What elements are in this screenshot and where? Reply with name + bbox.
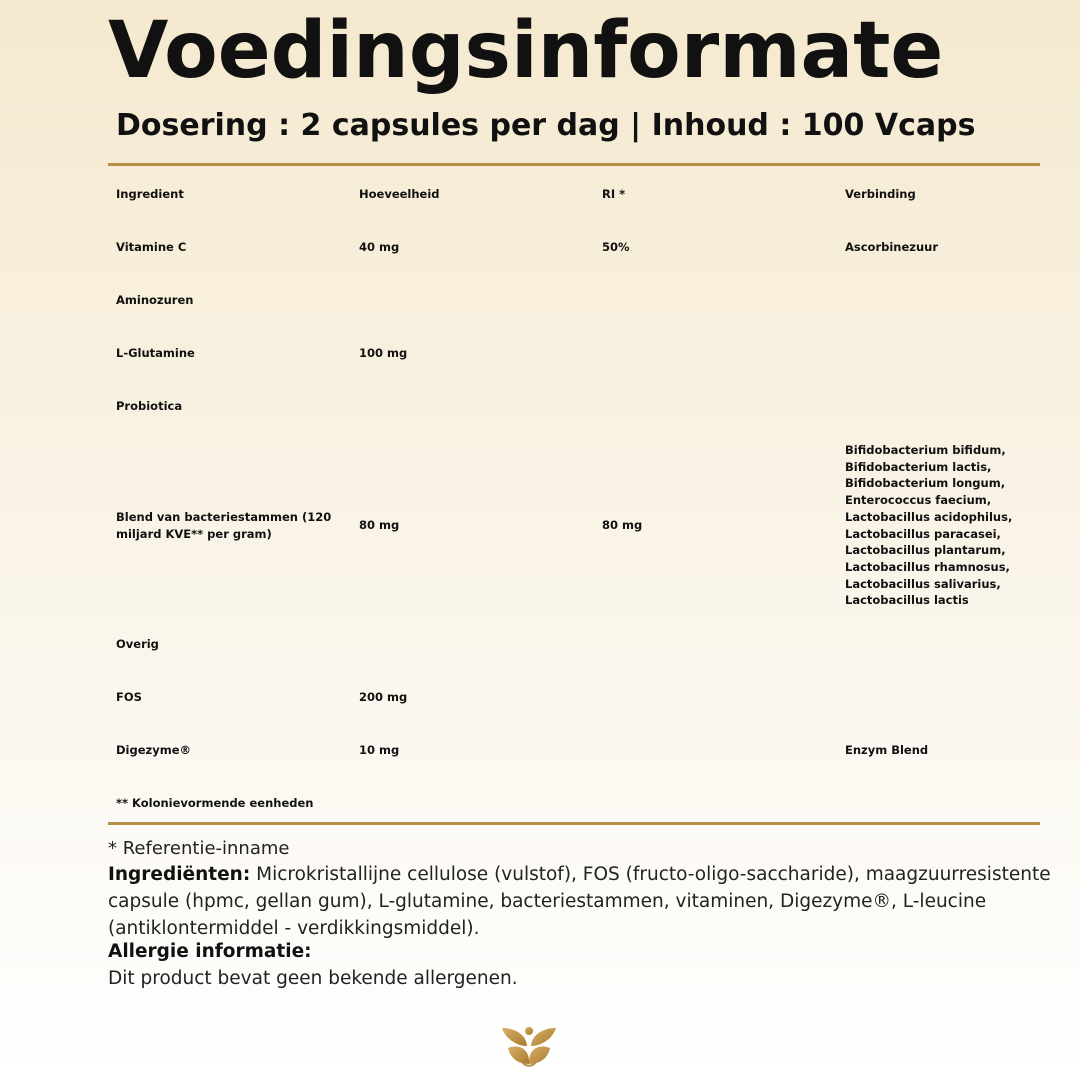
strain-line: Bifidobacterium bifidum,: [845, 443, 1006, 458]
dosage-subtitle: Dosering : 2 capsules per dag | Inhoud : 100 Vcaps: [116, 108, 976, 143]
table-row: [116, 327, 1040, 380]
table-row: [116, 274, 1040, 327]
strain-line: Bifidobacterium lactis,: [845, 459, 992, 474]
column-header: Verbinding: [845, 187, 916, 202]
amount-cell: 40 mg: [359, 240, 400, 255]
ingredients-label: Ingrediënten:: [108, 864, 251, 885]
compound-cell: Enzym Blend: [845, 743, 929, 758]
ingredient-cell: Aminozuren: [116, 293, 194, 308]
strain-line: Lactobacillus rhamnosus,: [845, 559, 1010, 574]
amount-cell: 10 mg: [359, 743, 400, 758]
ingredient-cell: Probiotica: [116, 399, 183, 414]
compound-cell: Ascorbinezuur: [845, 240, 939, 255]
ingredient-cell: Overig: [116, 637, 159, 652]
strain-line: Enterococcus faecium,: [845, 493, 992, 508]
strain-line: Lactobacillus salivarius,: [845, 576, 1001, 591]
table-header-row: [116, 168, 1040, 221]
divider-top: [108, 163, 1040, 166]
strain-line: Bifidobacterium longum,: [845, 476, 1006, 491]
ri-cell: 50%: [602, 240, 630, 255]
ingredient-cell: FOS: [116, 690, 142, 705]
strain-line: Lactobacillus paracasei,: [845, 526, 1001, 541]
column-header: Ingredient: [116, 187, 184, 202]
ingredient-cell: L-Glutamine: [116, 346, 195, 361]
strain-line: Lactobacillus lactis: [845, 593, 969, 608]
ingredient-cell: Digezyme®: [116, 743, 191, 758]
ri-cell: 80 mg: [602, 518, 643, 533]
compound-cell: [845, 442, 1040, 609]
ri-footnote: * Referentie-inname: [108, 838, 290, 859]
table-row: [116, 618, 1040, 671]
table-row: [116, 671, 1040, 724]
nutrition-table: [116, 168, 1040, 830]
leaf-person-logo-icon: [500, 1022, 558, 1070]
strain-line: Lactobacillus acidophilus,: [845, 509, 1013, 524]
table-row: [116, 724, 1040, 777]
allergy-heading: Allergie informatie:: [108, 941, 312, 962]
amount-cell: 100 mg: [359, 346, 408, 361]
kve-footnote: ** Kolonievormende eenheden: [116, 796, 314, 811]
table-row: [116, 221, 1040, 274]
ingredient-cell: Blend van bacteriestammen (120 miljard KVE** per gram): [116, 509, 332, 541]
strain-line: Lactobacillus plantarum,: [845, 543, 1006, 558]
ingredient-cell: Vitamine C: [116, 240, 187, 255]
amount-cell: 200 mg: [359, 690, 408, 705]
amount-cell: 80 mg: [359, 518, 400, 533]
column-header: RI *: [602, 187, 626, 202]
page-title: Voedingsinformate: [108, 6, 944, 96]
ingredients-text: Microkristallijne cellulose (vulstof), FOS (fructo-oligo-saccharide), maagzuurresistente capsule (hpmc, gellan gum), L-glutamine, bacteriestammen, vitaminen, Digezyme®, L-leucine (antiklontermiddel - verdikkingsmiddel).: [108, 864, 1051, 939]
divider-bottom: [108, 822, 1040, 825]
ingredients-paragraph: [108, 861, 1080, 942]
table-row: [116, 433, 1040, 618]
allergy-text: Dit product bevat geen bekende allergenen.: [108, 968, 518, 989]
table-row: [116, 380, 1040, 433]
column-header: Hoeveelheid: [359, 187, 440, 202]
